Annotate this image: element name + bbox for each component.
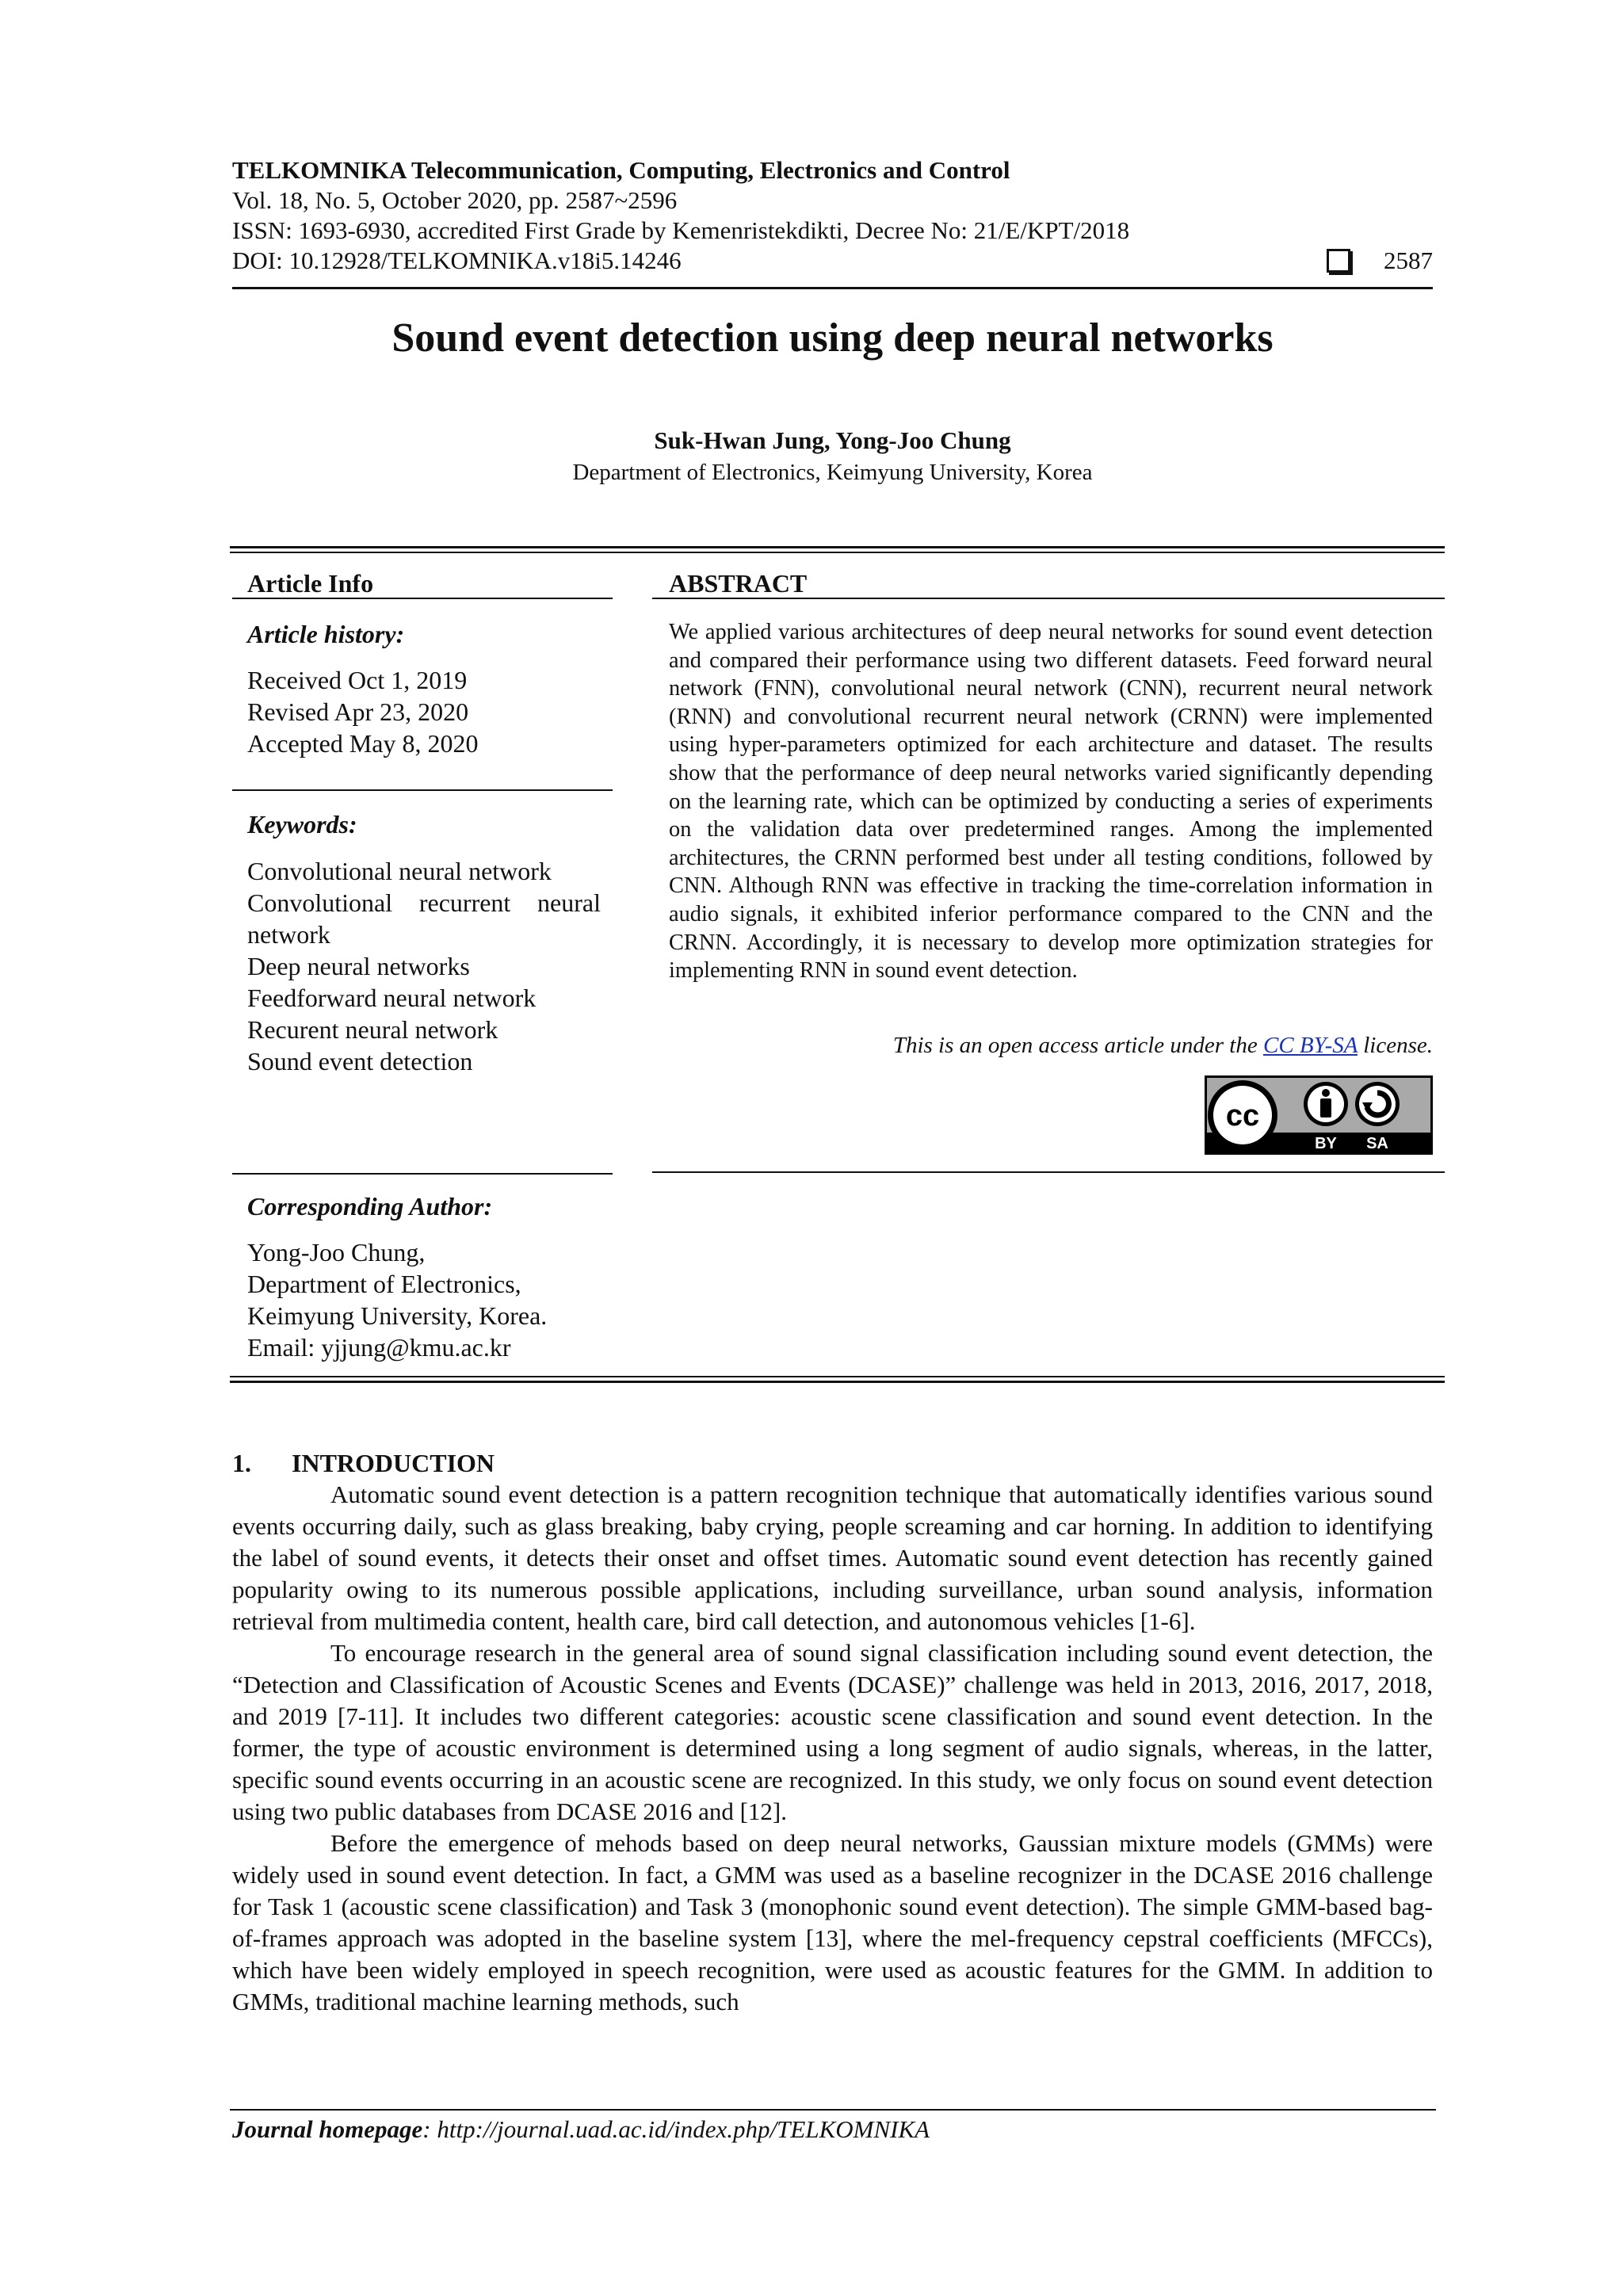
footer-divider bbox=[230, 2109, 1436, 2111]
corresponding-author bbox=[247, 1236, 612, 1363]
journal-homepage: Journal homepage: http://journal.uad.ac.id/index.php/TELKOMNIKA bbox=[232, 2115, 930, 2143]
abstract-bottom-divider bbox=[652, 1171, 1445, 1173]
license-link[interactable]: CC BY-SA bbox=[1263, 1033, 1358, 1058]
abstract-text: We applied various architectures of deep neural networks for sound event detection and compared their performance using two different datasets. Feed forward neural network (FNN), convolutional neural network (CNN), recurrent neural network (RNN) and convolutional recurrent neural network (CRNN) were implemented using hyper-parameters optimized for each architecture and dataset. The results show that the performance of deep neural networks varied significantly depending on the learning rate, which can be optimized by conducting a series of experiments on the validation data over predetermined ranges. Among the implemented architectures, the CRNN performed best under all testing conditions, followed by CNN. Although RNN was effective in tracking the time-correlation information in audio signals, it exhibited inferior performance compared to the CNN and the CRNN. Accordingly, it is necessary to develop more optimization strategies for implementing RNN in sound event detection. bbox=[669, 620, 1433, 984]
keyword-item: Sound event detection bbox=[247, 1047, 473, 1075]
keyword-item: Convolutional recurrent neural bbox=[247, 888, 601, 917]
journal-name: TELKOMNIKA Telecommunication, Computing, Electronics and Control bbox=[232, 156, 1010, 184]
page-number: 2587 bbox=[1384, 246, 1433, 274]
keyword-item: Feedforward neural network bbox=[247, 984, 537, 1012]
keyword-item: network bbox=[247, 920, 330, 949]
corresponding-divider bbox=[232, 1173, 613, 1175]
author-department: Department of Electronics, bbox=[247, 1270, 521, 1298]
square-bullet-icon bbox=[1327, 249, 1350, 273]
author-university: Keimyung University, Korea. bbox=[247, 1301, 548, 1330]
journal-issn: ISSN: 1693-6930, accredited First Grade by Kemenristekdikti, Decree No: 21/E/KPT/2018 bbox=[232, 216, 1130, 244]
keyword-item: Convolutional neural network bbox=[247, 857, 552, 885]
keywords-heading: Keywords: bbox=[247, 810, 357, 839]
body-paragraph: Before the emergence of mehods based on deep neural networks, Gaussian mixture models (GMMs) were widely used in sound event detection. In fact, a GMM was used as a baseline recognizer in the DCASE 2016 challenge for Task 1 (acoustic scene classification) and Task 3 (monophonic sound event detection). The simple GMM-based bag-of-frames approach was adopted in the baseline system [13], where the mel-frequency cepstral coefficients (MFCCs), which have been widely employed in speech recognition, were used as acoustic features for the GMM. In addition to GMMs, traditional machine learning methods, such bbox=[232, 1829, 1433, 2015]
keyword-item: Deep neural networks bbox=[247, 952, 470, 980]
info-box-top-rule-inner bbox=[230, 552, 1445, 553]
corresponding-author-heading: Corresponding Author: bbox=[247, 1192, 493, 1221]
article-info-divider bbox=[232, 598, 613, 599]
section-number: 1. bbox=[232, 1449, 251, 1477]
journal-doi: DOI: 10.12928/TELKOMNIKA.v18i5.14246 bbox=[232, 246, 682, 274]
section-heading bbox=[232, 1447, 495, 1479]
revised-date: Revised Apr 23, 2020 bbox=[247, 697, 469, 726]
received-date: Received Oct 1, 2019 bbox=[247, 666, 468, 694]
info-box-bottom-rule-inner bbox=[230, 1376, 1445, 1377]
body-paragraph: To encourage research in the general area of sound signal classification including sound event detection, the “Detection and Classification of Acoustic Scenes and Events (DCASE)” challenge was held in 2013, 2016, 2017, 2018, and 2019 [7-11]. It includes two different categories: acoustic scene classification and sound event detection. In the former, the type of acoustic environment is determined using a long segment of audio signals, whereas, in the latter, specific sound events occurring in an acoustic scene are recognized. In this study, we only focus on sound event detection using two public databases from DCASE 2016 and [12]. bbox=[232, 1639, 1433, 1825]
header-divider bbox=[232, 287, 1433, 289]
journal-header bbox=[232, 155, 1433, 276]
svg-text:SA: SA bbox=[1366, 1135, 1388, 1152]
accepted-date: Accepted May 8, 2020 bbox=[247, 729, 479, 758]
journal-volume: Vol. 18, No. 5, October 2020, pp. 2587~2596 bbox=[232, 186, 678, 214]
keywords-list bbox=[247, 855, 601, 1077]
article-history bbox=[247, 664, 612, 759]
author-name: Yong-Joo Chung, bbox=[247, 1238, 426, 1266]
info-box-top-rule bbox=[230, 546, 1445, 548]
cc-by-sa-icon[interactable] bbox=[1205, 1075, 1433, 1155]
paper-authors: Suk-Hwan Jung, Yong-Joo Chung bbox=[654, 426, 1011, 454]
paper-title: Sound event detection using deep neural networks bbox=[391, 315, 1274, 361]
footer-label: Journal homepage bbox=[232, 2115, 423, 2143]
homepage-url[interactable]: http://journal.uad.ac.id/index.php/TELKOMNIKA bbox=[437, 2115, 930, 2143]
paper-affiliation: Department of Electronics, Keimyung University, Korea bbox=[572, 460, 1093, 485]
body-paragraph: Automatic sound event detection is a pattern recognition technique that automatically identifies various sound events occurring daily, such as glass breaking, baby crying, people screaming and car horning. In addition to identifying the label of sound events, it detects their onset and offset times. Automatic sound event detection has recently gained popularity owing to its numerous possible applications, including surveillance, urban sound analysis, information retrieval from multimedia content, health care, bird call detection, and autonomous vehicles [1-6]. bbox=[232, 1480, 1433, 1635]
article-history-heading: Article history: bbox=[247, 620, 405, 648]
section-title: INTRODUCTION bbox=[292, 1449, 495, 1477]
abstract-divider bbox=[652, 598, 1445, 599]
article-info-heading: Article Info bbox=[247, 569, 374, 598]
author-email: Email: yjjung@kmu.ac.kr bbox=[247, 1333, 511, 1362]
keywords-divider bbox=[232, 789, 613, 791]
svg-text:BY: BY bbox=[1315, 1135, 1337, 1152]
info-box-bottom-rule bbox=[230, 1381, 1445, 1383]
svg-text:cc: cc bbox=[1225, 1099, 1260, 1133]
keyword-item: Recurent neural network bbox=[247, 1015, 498, 1044]
introduction-body bbox=[232, 1479, 1433, 2018]
license-note: This is an open access article under the CC BY-SA license. bbox=[892, 1033, 1433, 1058]
abstract-heading: ABSTRACT bbox=[669, 569, 808, 598]
